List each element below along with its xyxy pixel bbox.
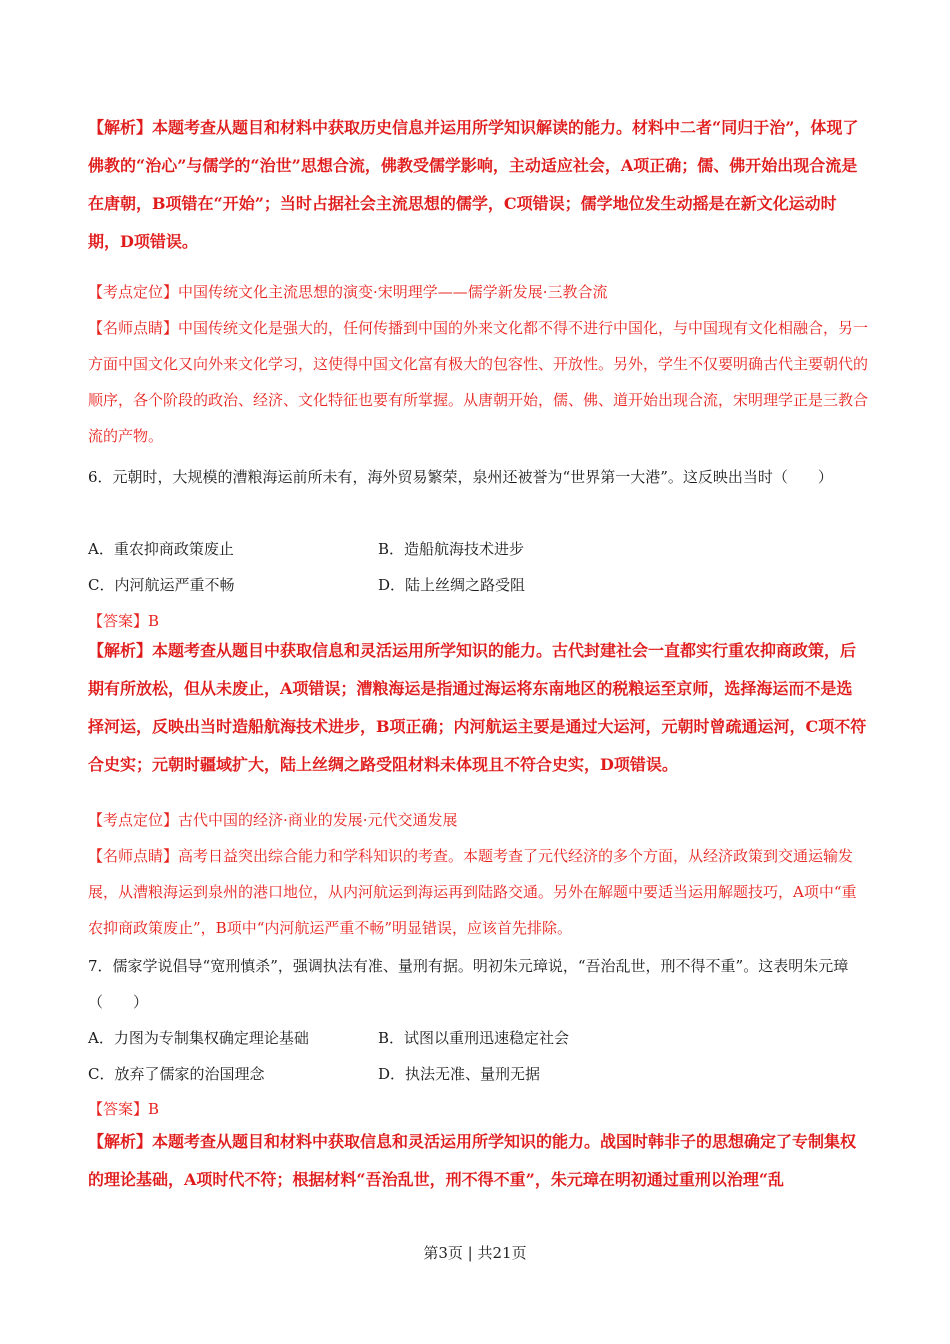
q5-key-point: 【考点定位】中国传统文化主流思想的演变·宋明理学——儒学新发展·三教合流 (88, 283, 608, 301)
q5-teacher-note: 【名师点睛】中国传统文化是强大的，任何传播到中国的外来文化都不得不进行中国化，与中国现有文化相融合，另一方面中国文化又向外来文化学习，这使得中国文化富有极大的包容性、开放性。另外，学生不仅要明确古代主要朝代的顺序，各个阶段的政治、经济、文化特征也要有所掌握。从唐朝开始，儒、佛、道开始出现合流，宋明理学正是三教合流的产物。 (88, 319, 869, 445)
q7-option-b: B．试图以重刑迅速稳定社会 (378, 1029, 570, 1047)
q7-answer: 【答案】B (88, 1100, 160, 1118)
q7-option-c: C．放弃了儒家的治国理念 (88, 1065, 265, 1083)
q7-option-d: D．执法无准、量刑无据 (378, 1065, 541, 1083)
q6-option-c: C．内河航运严重不畅 (88, 576, 235, 594)
q7-analysis: 【解析】本题考查从题目和材料中获取信息和灵活运用所学知识的能力。战国时韩非子的思想确定了专制集权的理论基础，A项时代不符；根据材料“吾治乱世，刑不得不重”，朱元璋在明初通过重刑以治理“乱 (88, 1132, 857, 1189)
q6-options (88, 531, 868, 603)
q7-options (88, 1020, 868, 1092)
q6-option-d: D．陆上丝绸之路受阻 (378, 576, 526, 594)
q6-stem: 6．元朝时，大规模的漕粮海运前所未有，海外贸易繁荣，泉州还被誉为“世界第一大港”。这反映出当时（ ） (88, 468, 833, 486)
q6-option-a: A．重农抑商政策废止 (88, 540, 234, 558)
q6-teacher-note: 【名师点睛】高考日益突出综合能力和学科知识的考查。本题考查了元代经济的多个方面，从经济政策到交通运输发展，从漕粮海运到泉州的港口地位，从内河航运到海运再到陆路交通。另外在解题中要适当运用解题技巧，A项中“重农抑商政策废止”，B项中“内河航运严重不畅”明显错误，应该首先排除。 (88, 847, 857, 937)
page-footer: 第3页 | 共21页 (423, 1244, 527, 1262)
q6-analysis: 【解析】本题考查从题目中获取信息和灵活运用所学知识的能力。古代封建社会一直都实行重农抑商政策，后期有所放松，但从未废止，A项错误；漕粮海运是指通过海运将东南地区的税粮运至京师，选择海运而不是选择河运，反映出当时造船航海技术进步，B项正确；内河航运主要是通过大运河，元朝时曾疏通运河，C项不符合史实；元朝时疆域扩大，陆上丝绸之路受阻材料未体现且不符合史实，D项错误。 (88, 641, 867, 774)
q7-option-a: A．力图为专制集权确定理论基础 (88, 1029, 309, 1047)
q6-option-b: B．造船航海技术进步 (378, 540, 525, 558)
q5-analysis: 【解析】本题考查从题目和材料中获取历史信息并运用所学知识解读的能力。材料中二者“同归于治”，体现了佛教的“治心”与儒学的“治世”思想合流，佛教受儒学影响，主动适应社会，A项正确；儒、佛开始出现合流是在唐朝，B项错在“开始”；当时占据社会主流思想的儒学，C项错误；儒学地位发生动摇是在新文化运动时期，D项错误。 (88, 118, 859, 251)
q6-key-point: 【考点定位】古代中国的经济·商业的发展·元代交通发展 (88, 811, 458, 829)
q6-answer: 【答案】B (88, 612, 160, 630)
q7-stem: 7．儒家学说倡导“宽刑慎杀”，强调执法有准、量刑有据。明初朱元璋说，“吾治乱世，刑不得不重”。这表明朱元璋（ ） (88, 957, 849, 1011)
